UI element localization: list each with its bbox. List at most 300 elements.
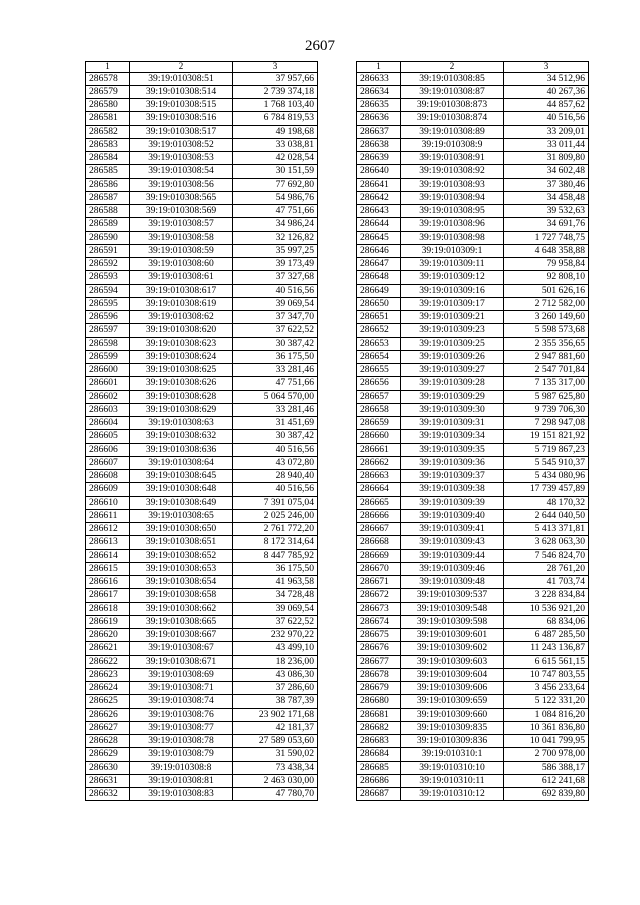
table-row [357,403,589,416]
cadastral-number: 39:19:010308:515 [130,99,233,112]
cadastral-number: 39:19:010309:835 [401,721,504,734]
row-number: 286672 [357,589,401,602]
cadastral-number: 39:19:010308:61 [130,271,233,284]
cadastral-number: 39:19:010309:25 [401,337,504,350]
row-number: 286658 [357,403,401,416]
table-row [357,655,589,668]
cadastral-value: 36 175,50 [233,562,318,575]
cadastral-value: 3 456 233,64 [504,682,589,695]
cadastral-value: 2 712 582,00 [504,297,589,310]
cadastral-value: 5 719 867,23 [504,443,589,456]
table-row [86,708,318,721]
row-number: 286638 [357,138,401,151]
table-row [86,562,318,575]
row-number: 286639 [357,152,401,165]
row-number: 286586 [86,178,130,191]
row-number: 286600 [86,364,130,377]
row-number: 286678 [357,668,401,681]
table-row [357,602,589,615]
cadastral-number: 39:19:010308:89 [401,125,504,138]
cadastral-value: 7 391 075,04 [233,496,318,509]
row-number: 286631 [86,774,130,787]
cadastral-value: 23 902 171,68 [233,708,318,721]
cadastral-value: 54 986,76 [233,191,318,204]
row-number: 286673 [357,602,401,615]
cadastral-number: 39:19:010309:836 [401,735,504,748]
cadastral-value: 8 447 785,92 [233,549,318,562]
row-number: 286641 [357,178,401,191]
cadastral-number: 39:19:010308:636 [130,443,233,456]
row-number: 286602 [86,390,130,403]
row-number: 286656 [357,377,401,390]
table-header-row [86,62,318,73]
row-number: 286617 [86,589,130,602]
cadastral-value: 6 784 819,53 [233,112,318,125]
cadastral-number: 39:19:010308:69 [130,668,233,681]
cadastral-number: 39:19:010308:517 [130,125,233,138]
cadastral-value: 2 463 030,00 [233,774,318,787]
cadastral-number: 39:19:010308:71 [130,682,233,695]
table-row [86,324,318,337]
cadastral-number: 39:19:010309:40 [401,509,504,522]
table-row [86,244,318,257]
column-header-3: 3 [233,62,318,73]
row-number: 286578 [86,72,130,85]
table-row [357,642,589,655]
cadastral-value: 2 739 374,18 [233,85,318,98]
row-number: 286624 [86,682,130,695]
cadastral-value: 5 413 371,81 [504,523,589,536]
table-row [86,191,318,204]
table-row [357,125,589,138]
cadastral-number: 39:19:010310:12 [401,788,504,801]
row-number: 286601 [86,377,130,390]
table-row [357,337,589,350]
row-number: 286675 [357,629,401,642]
cadastral-value: 33 038,81 [233,138,318,151]
cadastral-value: 36 175,50 [233,350,318,363]
registry-table-right [356,61,589,801]
cadastral-number: 39:19:010309:17 [401,297,504,310]
row-number: 286652 [357,324,401,337]
table-row [86,629,318,642]
cadastral-number: 39:19:010308:625 [130,364,233,377]
cadastral-number: 39:19:010308:671 [130,655,233,668]
cadastral-number: 39:19:010308:56 [130,178,233,191]
cadastral-number: 39:19:010308:52 [130,138,233,151]
row-number: 286608 [86,470,130,483]
row-number: 286668 [357,536,401,549]
cadastral-number: 39:19:010309:606 [401,682,504,695]
cadastral-number: 39:19:010309:23 [401,324,504,337]
cadastral-number: 39:19:010308:53 [130,152,233,165]
table-row [86,642,318,655]
table-row [86,403,318,416]
table-row [86,178,318,191]
row-number: 286622 [86,655,130,668]
cadastral-value: 9 739 706,30 [504,403,589,416]
table-row [86,509,318,522]
cadastral-value: 5 122 331,20 [504,695,589,708]
table-row [357,774,589,787]
cadastral-value: 35 997,25 [233,244,318,257]
cadastral-value: 39 069,54 [233,297,318,310]
table-row [357,576,589,589]
cadastral-value: 41 963,58 [233,576,318,589]
table-row [86,311,318,324]
table-row [357,205,589,218]
row-number: 286684 [357,748,401,761]
table-row [86,456,318,469]
row-number: 286676 [357,642,401,655]
table-row [86,748,318,761]
table-row [86,695,318,708]
cadastral-number: 39:19:010308:617 [130,284,233,297]
table-row [357,761,589,774]
row-number: 286620 [86,629,130,642]
cadastral-value: 6 487 285,50 [504,629,589,642]
cadastral-number: 39:19:010309:11 [401,258,504,271]
table-row [86,297,318,310]
cadastral-value: 37 327,68 [233,271,318,284]
cadastral-value: 3 260 149,60 [504,311,589,324]
cadastral-value: 7 546 824,70 [504,549,589,562]
table-row [357,443,589,456]
table-row [357,430,589,443]
cadastral-value: 232 970,22 [233,629,318,642]
cadastral-number: 39:19:010309:35 [401,443,504,456]
row-number: 286596 [86,311,130,324]
row-number: 286588 [86,205,130,218]
cadastral-number: 39:19:010310:11 [401,774,504,787]
row-number: 286634 [357,85,401,98]
cadastral-value: 37 622,52 [233,324,318,337]
table-row [86,271,318,284]
cadastral-value: 612 241,68 [504,774,589,787]
cadastral-number: 39:19:010309:48 [401,576,504,589]
row-number: 286614 [86,549,130,562]
cadastral-value: 40 516,56 [233,443,318,456]
row-number: 286590 [86,231,130,244]
row-number: 286645 [357,231,401,244]
cadastral-number: 39:19:010308:93 [401,178,504,191]
cadastral-number: 39:19:010308:63 [130,417,233,430]
cadastral-value: 30 387,42 [233,430,318,443]
cadastral-value: 39 173,49 [233,258,318,271]
row-number: 286625 [86,695,130,708]
cadastral-value: 1 768 103,40 [233,99,318,112]
cadastral-number: 39:19:010309:601 [401,629,504,642]
row-number: 286667 [357,523,401,536]
table-row [86,417,318,430]
table-row [86,721,318,734]
cadastral-number: 39:19:010308:648 [130,483,233,496]
cadastral-number: 39:19:010308:67 [130,642,233,655]
row-number: 286598 [86,337,130,350]
table-row [357,682,589,695]
cadastral-number: 39:19:010308:79 [130,748,233,761]
cadastral-value: 8 172 314,64 [233,536,318,549]
table-row [357,721,589,734]
table-row [357,297,589,310]
row-number: 286583 [86,138,130,151]
cadastral-number: 39:19:010308:628 [130,390,233,403]
row-number: 286637 [357,125,401,138]
table-row [86,125,318,138]
cadastral-number: 39:19:010310:10 [401,761,504,774]
row-number: 286685 [357,761,401,774]
cadastral-value: 5 434 080,96 [504,470,589,483]
cadastral-value: 37 622,52 [233,615,318,628]
table-row [86,774,318,787]
row-number: 286618 [86,602,130,615]
row-number: 286648 [357,271,401,284]
cadastral-number: 39:19:010308:58 [130,231,233,244]
row-number: 286619 [86,615,130,628]
cadastral-value: 19 151 821,92 [504,430,589,443]
row-number: 286650 [357,297,401,310]
cadastral-number: 39:19:010308:649 [130,496,233,509]
cadastral-number: 39:19:010309:29 [401,390,504,403]
table-row [357,748,589,761]
cadastral-value: 73 438,34 [233,761,318,774]
cadastral-value: 2 947 881,60 [504,350,589,363]
cadastral-number: 39:19:010309:44 [401,549,504,562]
cadastral-number: 39:19:010309:16 [401,284,504,297]
row-number: 286664 [357,483,401,496]
cadastral-value: 42 028,54 [233,152,318,165]
column-header-1: 1 [357,62,401,73]
row-number: 286665 [357,496,401,509]
cadastral-value: 40 516,56 [233,483,318,496]
table-row [357,72,589,85]
cadastral-number: 39:19:010308:632 [130,430,233,443]
table-row [357,138,589,151]
cadastral-number: 39:19:010308:623 [130,337,233,350]
cadastral-value: 3 628 063,30 [504,536,589,549]
column-header-3: 3 [504,62,589,73]
cadastral-value: 34 728,48 [233,589,318,602]
table-row [357,231,589,244]
row-number: 286610 [86,496,130,509]
cadastral-value: 42 181,37 [233,721,318,734]
cadastral-value: 5 064 570,00 [233,390,318,403]
cadastral-number: 39:19:010308:8 [130,761,233,774]
cadastral-value: 33 011,44 [504,138,589,151]
cadastral-number: 39:19:010308:514 [130,85,233,98]
table-row [357,549,589,562]
cadastral-number: 39:19:010308:77 [130,721,233,734]
table-row [357,284,589,297]
row-number: 286587 [86,191,130,204]
cadastral-number: 39:19:010308:62 [130,311,233,324]
table-row [86,615,318,628]
cadastral-number: 39:19:010308:516 [130,112,233,125]
cadastral-value: 2 025 246,00 [233,509,318,522]
cadastral-value: 5 598 573,68 [504,324,589,337]
table-row [86,350,318,363]
row-number: 286627 [86,721,130,734]
cadastral-value: 37 286,60 [233,682,318,695]
cadastral-value: 34 602,48 [504,165,589,178]
cadastral-value: 2 355 356,65 [504,337,589,350]
cadastral-number: 39:19:010308:94 [401,191,504,204]
cadastral-number: 39:19:010308:78 [130,735,233,748]
row-number: 286611 [86,509,130,522]
row-number: 286661 [357,443,401,456]
table-row [357,112,589,125]
row-number: 286679 [357,682,401,695]
table-row [357,271,589,284]
cadastral-value: 3 228 834,84 [504,589,589,602]
cadastral-number: 39:19:010309:537 [401,589,504,602]
cadastral-value: 33 209,01 [504,125,589,138]
cadastral-number: 39:19:010308:64 [130,456,233,469]
cadastral-value: 79 958,84 [504,258,589,271]
row-number: 286677 [357,655,401,668]
table-row [86,470,318,483]
cadastral-value: 31 809,80 [504,152,589,165]
table-row [357,695,589,708]
row-number: 286655 [357,364,401,377]
table-row [86,443,318,456]
table-row [86,165,318,178]
row-number: 286657 [357,390,401,403]
cadastral-number: 39:19:010309:602 [401,642,504,655]
row-number: 286589 [86,218,130,231]
cadastral-value: 2 644 040,50 [504,509,589,522]
row-number: 286581 [86,112,130,125]
cadastral-value: 28 940,40 [233,470,318,483]
cadastral-number: 39:19:010308:51 [130,72,233,85]
cadastral-value: 501 626,16 [504,284,589,297]
row-number: 286669 [357,549,401,562]
cadastral-value: 5 545 910,37 [504,456,589,469]
row-number: 286593 [86,271,130,284]
cadastral-number: 39:19:010308:645 [130,470,233,483]
row-number: 286595 [86,297,130,310]
cadastral-value: 34 986,24 [233,218,318,231]
row-number: 286687 [357,788,401,801]
table-row [357,191,589,204]
row-number: 286612 [86,523,130,536]
table-row [357,483,589,496]
row-number: 286647 [357,258,401,271]
cadastral-number: 39:19:010308:624 [130,350,233,363]
cadastral-value: 43 086,30 [233,668,318,681]
cadastral-number: 39:19:010310:1 [401,748,504,761]
row-number: 286643 [357,205,401,218]
cadastral-value: 43 072,80 [233,456,318,469]
table-row [86,284,318,297]
cadastral-number: 39:19:010308:654 [130,576,233,589]
cadastral-number: 39:19:010309:27 [401,364,504,377]
cadastral-number: 39:19:010309:604 [401,668,504,681]
cadastral-value: 17 739 457,89 [504,483,589,496]
row-number: 286584 [86,152,130,165]
cadastral-number: 39:19:010308:74 [130,695,233,708]
cadastral-value: 38 787,39 [233,695,318,708]
row-number: 286654 [357,350,401,363]
cadastral-value: 4 648 358,88 [504,244,589,257]
cadastral-value: 37 380,46 [504,178,589,191]
cadastral-number: 39:19:010309:38 [401,483,504,496]
table-row [86,337,318,350]
cadastral-value: 1 727 748,75 [504,231,589,244]
table-row [86,377,318,390]
cadastral-number: 39:19:010308:653 [130,562,233,575]
table-row [357,589,589,602]
row-number: 286636 [357,112,401,125]
cadastral-value: 39 069,54 [233,602,318,615]
cadastral-value: 43 499,10 [233,642,318,655]
table-row [86,682,318,695]
table-row [86,258,318,271]
cadastral-number: 39:19:010309:660 [401,708,504,721]
cadastral-value: 34 458,48 [504,191,589,204]
cadastral-value: 33 281,46 [233,403,318,416]
row-number: 286674 [357,615,401,628]
row-number: 286682 [357,721,401,734]
row-number: 286597 [86,324,130,337]
table-row [86,523,318,536]
row-number: 286686 [357,774,401,787]
row-number: 286653 [357,337,401,350]
row-number: 286630 [86,761,130,774]
table-row [357,470,589,483]
cadastral-value: 77 692,80 [233,178,318,191]
table-row [86,85,318,98]
table-row [357,311,589,324]
cadastral-number: 39:19:010308:620 [130,324,233,337]
row-number: 286635 [357,99,401,112]
table-row [357,496,589,509]
row-number: 286579 [86,85,130,98]
cadastral-value: 7 135 317,00 [504,377,589,390]
row-number: 286591 [86,244,130,257]
row-number: 286613 [86,536,130,549]
table-row [357,152,589,165]
row-number: 286660 [357,430,401,443]
table-row [357,788,589,801]
row-number: 286592 [86,258,130,271]
table-row [86,536,318,549]
cadastral-value: 48 170,32 [504,496,589,509]
cadastral-value: 10 747 803,55 [504,668,589,681]
row-number: 286594 [86,284,130,297]
row-number: 286607 [86,456,130,469]
row-number: 286644 [357,218,401,231]
row-number: 286649 [357,284,401,297]
cadastral-value: 5 987 625,80 [504,390,589,403]
table-row [357,523,589,536]
table-row [86,549,318,562]
cadastral-number: 39:19:010309:39 [401,496,504,509]
table-row [357,218,589,231]
row-number: 286604 [86,417,130,430]
cadastral-number: 39:19:010309:46 [401,562,504,575]
cadastral-value: 40 516,56 [504,112,589,125]
cadastral-number: 39:19:010309:28 [401,377,504,390]
cadastral-value: 68 834,06 [504,615,589,628]
cadastral-number: 39:19:010308:565 [130,191,233,204]
cadastral-value: 40 267,36 [504,85,589,98]
row-number: 286599 [86,350,130,363]
table-row [86,218,318,231]
cadastral-value: 28 761,20 [504,562,589,575]
cadastral-value: 10 041 799,95 [504,735,589,748]
row-number: 286623 [86,668,130,681]
